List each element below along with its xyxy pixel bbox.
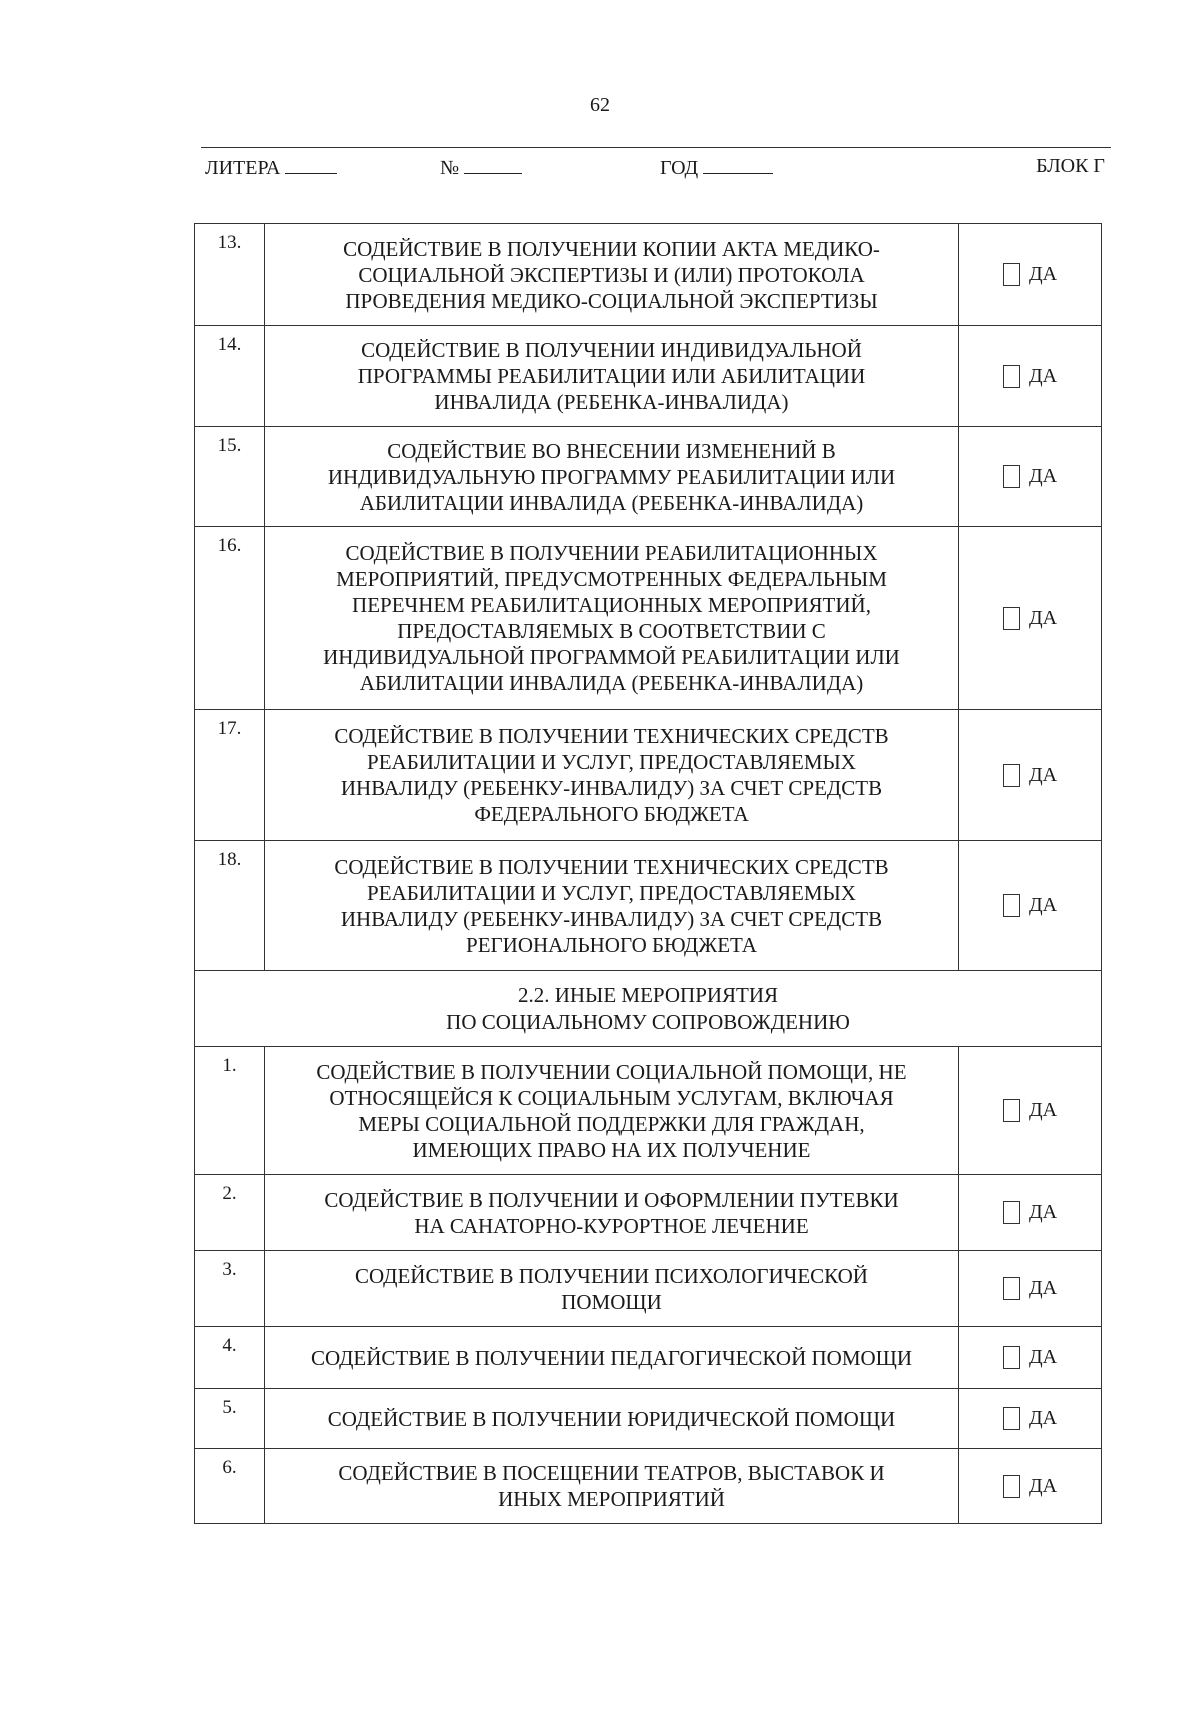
- yes-label: ДА: [1028, 894, 1058, 916]
- row-number: 14.: [195, 326, 265, 426]
- table-row: [195, 1047, 1101, 1175]
- row-text: СОДЕЙСТВИЕ В ПОЛУЧЕНИИ ПСИХОЛОГИЧЕСКОЙ ПОМОЩИ: [265, 1251, 959, 1326]
- checkbox-square-icon: [1003, 1201, 1020, 1224]
- row-number: 18.: [195, 841, 265, 970]
- yes-label: ДА: [1028, 1346, 1058, 1368]
- checkbox-square-icon: [1003, 263, 1020, 286]
- row-number: 4.: [195, 1327, 265, 1388]
- table-row: [195, 326, 1101, 427]
- row-number: 13.: [195, 224, 265, 325]
- row-number: 16.: [195, 527, 265, 709]
- checkbox-square-icon: [1003, 1407, 1020, 1430]
- row-number: 3.: [195, 1251, 265, 1326]
- yes-checkbox[interactable]: [959, 427, 1101, 526]
- litera-field: [205, 155, 337, 180]
- row-number: 1.: [195, 1047, 265, 1174]
- checkbox-square-icon: [1003, 607, 1020, 630]
- row-text: СОДЕЙСТВИЕ В ПОЛУЧЕНИИ РЕАБИЛИТАЦИОННЫХ МЕРОПРИЯТИЙ, ПРЕДУСМОТРЕННЫХ ФЕДЕРАЛЬНЫМ ПЕРЕЧНЕМ РЕАБИЛИТАЦИОННЫХ МЕРОПРИЯТИЙ, ПРЕДОСТАВЛЯЕМЫХ В СООТВЕТСТВИИ С ИНДИВИДУАЛЬНОЙ ПРОГРАММОЙ РЕАБИЛИТАЦИИ ИЛИ АБИЛИТАЦИИ ИНВАЛИДА (РЕБЕНКА-ИНВАЛИДА): [265, 527, 959, 709]
- yes-label: ДА: [1028, 606, 1058, 629]
- header-rule: [201, 147, 1111, 148]
- checkbox-square-icon: [1003, 764, 1020, 787]
- table-row: [195, 527, 1101, 710]
- table-row: [195, 1327, 1101, 1389]
- page-number: 62: [590, 94, 610, 116]
- yes-label: ДА: [1028, 1277, 1058, 1299]
- yes-checkbox[interactable]: [959, 1449, 1101, 1523]
- litera-blank[interactable]: [285, 155, 337, 174]
- yes-label: ДА: [1028, 1474, 1058, 1497]
- row-text: СОДЕЙСТВИЕ В ПОЛУЧЕНИИ ЮРИДИЧЕСКОЙ ПОМОЩИ: [265, 1389, 959, 1448]
- year-field: [660, 155, 773, 180]
- table-row: [195, 1449, 1101, 1523]
- number-field: [440, 155, 522, 180]
- row-text: СОДЕЙСТВИЕ В ПОЛУЧЕНИИ ТЕХНИЧЕСКИХ СРЕДСТВ РЕАБИЛИТАЦИИ И УСЛУГ, ПРЕДОСТАВЛЯЕМЫХ ИНВАЛИДУ (РЕБЕНКУ-ИНВАЛИДУ) ЗА СЧЕТ СРЕДСТВ ФЕДЕРАЛЬНОГО БЮДЖЕТА: [265, 710, 959, 840]
- yes-label: ДА: [1028, 465, 1058, 487]
- yes-label: ДА: [1028, 364, 1058, 387]
- row-number: 2.: [195, 1175, 265, 1250]
- checkbox-square-icon: [1003, 1099, 1020, 1122]
- yes-checkbox[interactable]: [959, 710, 1101, 840]
- form-header: [205, 155, 1105, 187]
- checkbox-square-icon: [1003, 365, 1020, 388]
- yes-checkbox[interactable]: [959, 1389, 1101, 1448]
- year-label: ГОД: [660, 157, 699, 179]
- row-text: СОДЕЙСТВИЕ ВО ВНЕСЕНИИ ИЗМЕНЕНИЙ В ИНДИВИДУАЛЬНУЮ ПРОГРАММУ РЕАБИЛИТАЦИИ ИЛИ АБИЛИТАЦИИ ИНВАЛИДА (РЕБЕНКА-ИНВАЛИДА): [265, 427, 959, 526]
- row-text: СОДЕЙСТВИЕ В ПОСЕЩЕНИИ ТЕАТРОВ, ВЫСТАВОК И ИНЫХ МЕРОПРИЯТИЙ: [265, 1449, 959, 1523]
- block-label: БЛОК Г: [1036, 155, 1105, 177]
- checkbox-square-icon: [1003, 1277, 1020, 1300]
- checkbox-square-icon: [1003, 894, 1020, 917]
- checkbox-square-icon: [1003, 465, 1020, 488]
- table-row: [195, 1389, 1101, 1449]
- row-text: СОДЕЙСТВИЕ В ПОЛУЧЕНИИ ТЕХНИЧЕСКИХ СРЕДСТВ РЕАБИЛИТАЦИИ И УСЛУГ, ПРЕДОСТАВЛЯЕМЫХ ИНВАЛИДУ (РЕБЕНКУ-ИНВАЛИДУ) ЗА СЧЕТ СРЕДСТВ РЕГИОНАЛЬНОГО БЮДЖЕТА: [265, 841, 959, 970]
- table-row: [195, 427, 1101, 527]
- measures-table: [194, 223, 1102, 1524]
- yes-checkbox[interactable]: [959, 1327, 1101, 1388]
- row-text: СОДЕЙСТВИЕ В ПОЛУЧЕНИИ КОПИИ АКТА МЕДИКО- СОЦИАЛЬНОЙ ЭКСПЕРТИЗЫ И (ИЛИ) ПРОТОКОЛА ПРОВЕДЕНИЯ МЕДИКО-СОЦИАЛЬНОЙ ЭКСПЕРТИЗЫ: [265, 224, 959, 325]
- number-label: №: [440, 157, 460, 179]
- checkbox-square-icon: [1003, 1346, 1020, 1369]
- row-number: 6.: [195, 1449, 265, 1523]
- litera-label: ЛИТЕРА: [205, 157, 281, 179]
- number-blank[interactable]: [464, 155, 522, 174]
- checkbox-square-icon: [1003, 1475, 1020, 1498]
- yes-label: ДА: [1028, 1099, 1058, 1121]
- table-row: [195, 710, 1101, 841]
- table-row: [195, 224, 1101, 326]
- yes-label: ДА: [1028, 263, 1058, 285]
- yes-checkbox[interactable]: [959, 1175, 1101, 1250]
- yes-label: ДА: [1028, 1201, 1058, 1223]
- yes-checkbox[interactable]: [959, 1251, 1101, 1326]
- yes-checkbox[interactable]: [959, 326, 1101, 426]
- yes-label: ДА: [1028, 763, 1058, 786]
- row-text: СОДЕЙСТВИЕ В ПОЛУЧЕНИИ И ОФОРМЛЕНИИ ПУТЕВКИ НА САНАТОРНО-КУРОРТНОЕ ЛЕЧЕНИЕ: [265, 1175, 959, 1250]
- yes-checkbox[interactable]: [959, 1047, 1101, 1174]
- row-number: 17.: [195, 710, 265, 840]
- yes-checkbox[interactable]: [959, 224, 1101, 325]
- row-number: 15.: [195, 427, 265, 526]
- section-heading: 2.2. ИНЫЕ МЕРОПРИЯТИЯ ПО СОЦИАЛЬНОМУ СОПРОВОЖДЕНИЮ: [195, 971, 1101, 1047]
- yes-checkbox[interactable]: [959, 527, 1101, 709]
- yes-checkbox[interactable]: [959, 841, 1101, 970]
- row-number: 5.: [195, 1389, 265, 1448]
- table-row: [195, 841, 1101, 971]
- table-row: [195, 1251, 1101, 1327]
- yes-label: ДА: [1028, 1407, 1058, 1429]
- year-blank[interactable]: [703, 155, 773, 174]
- row-text: СОДЕЙСТВИЕ В ПОЛУЧЕНИИ ПЕДАГОГИЧЕСКОЙ ПОМОЩИ: [265, 1327, 959, 1388]
- row-text: СОДЕЙСТВИЕ В ПОЛУЧЕНИИ СОЦИАЛЬНОЙ ПОМОЩИ, НЕ ОТНОСЯЩЕЙСЯ К СОЦИАЛЬНЫМ УСЛУГАМ, ВКЛЮЧАЯ МЕРЫ СОЦИАЛЬНОЙ ПОДДЕРЖКИ ДЛЯ ГРАЖДАН, ИМЕЮЩИХ ПРАВО НА ИХ ПОЛУЧЕНИЕ: [265, 1047, 959, 1174]
- row-text: СОДЕЙСТВИЕ В ПОЛУЧЕНИИ ИНДИВИДУАЛЬНОЙ ПРОГРАММЫ РЕАБИЛИТАЦИИ ИЛИ АБИЛИТАЦИИ ИНВАЛИДА (РЕБЕНКА-ИНВАЛИДА): [265, 326, 959, 426]
- table-row: [195, 1175, 1101, 1251]
